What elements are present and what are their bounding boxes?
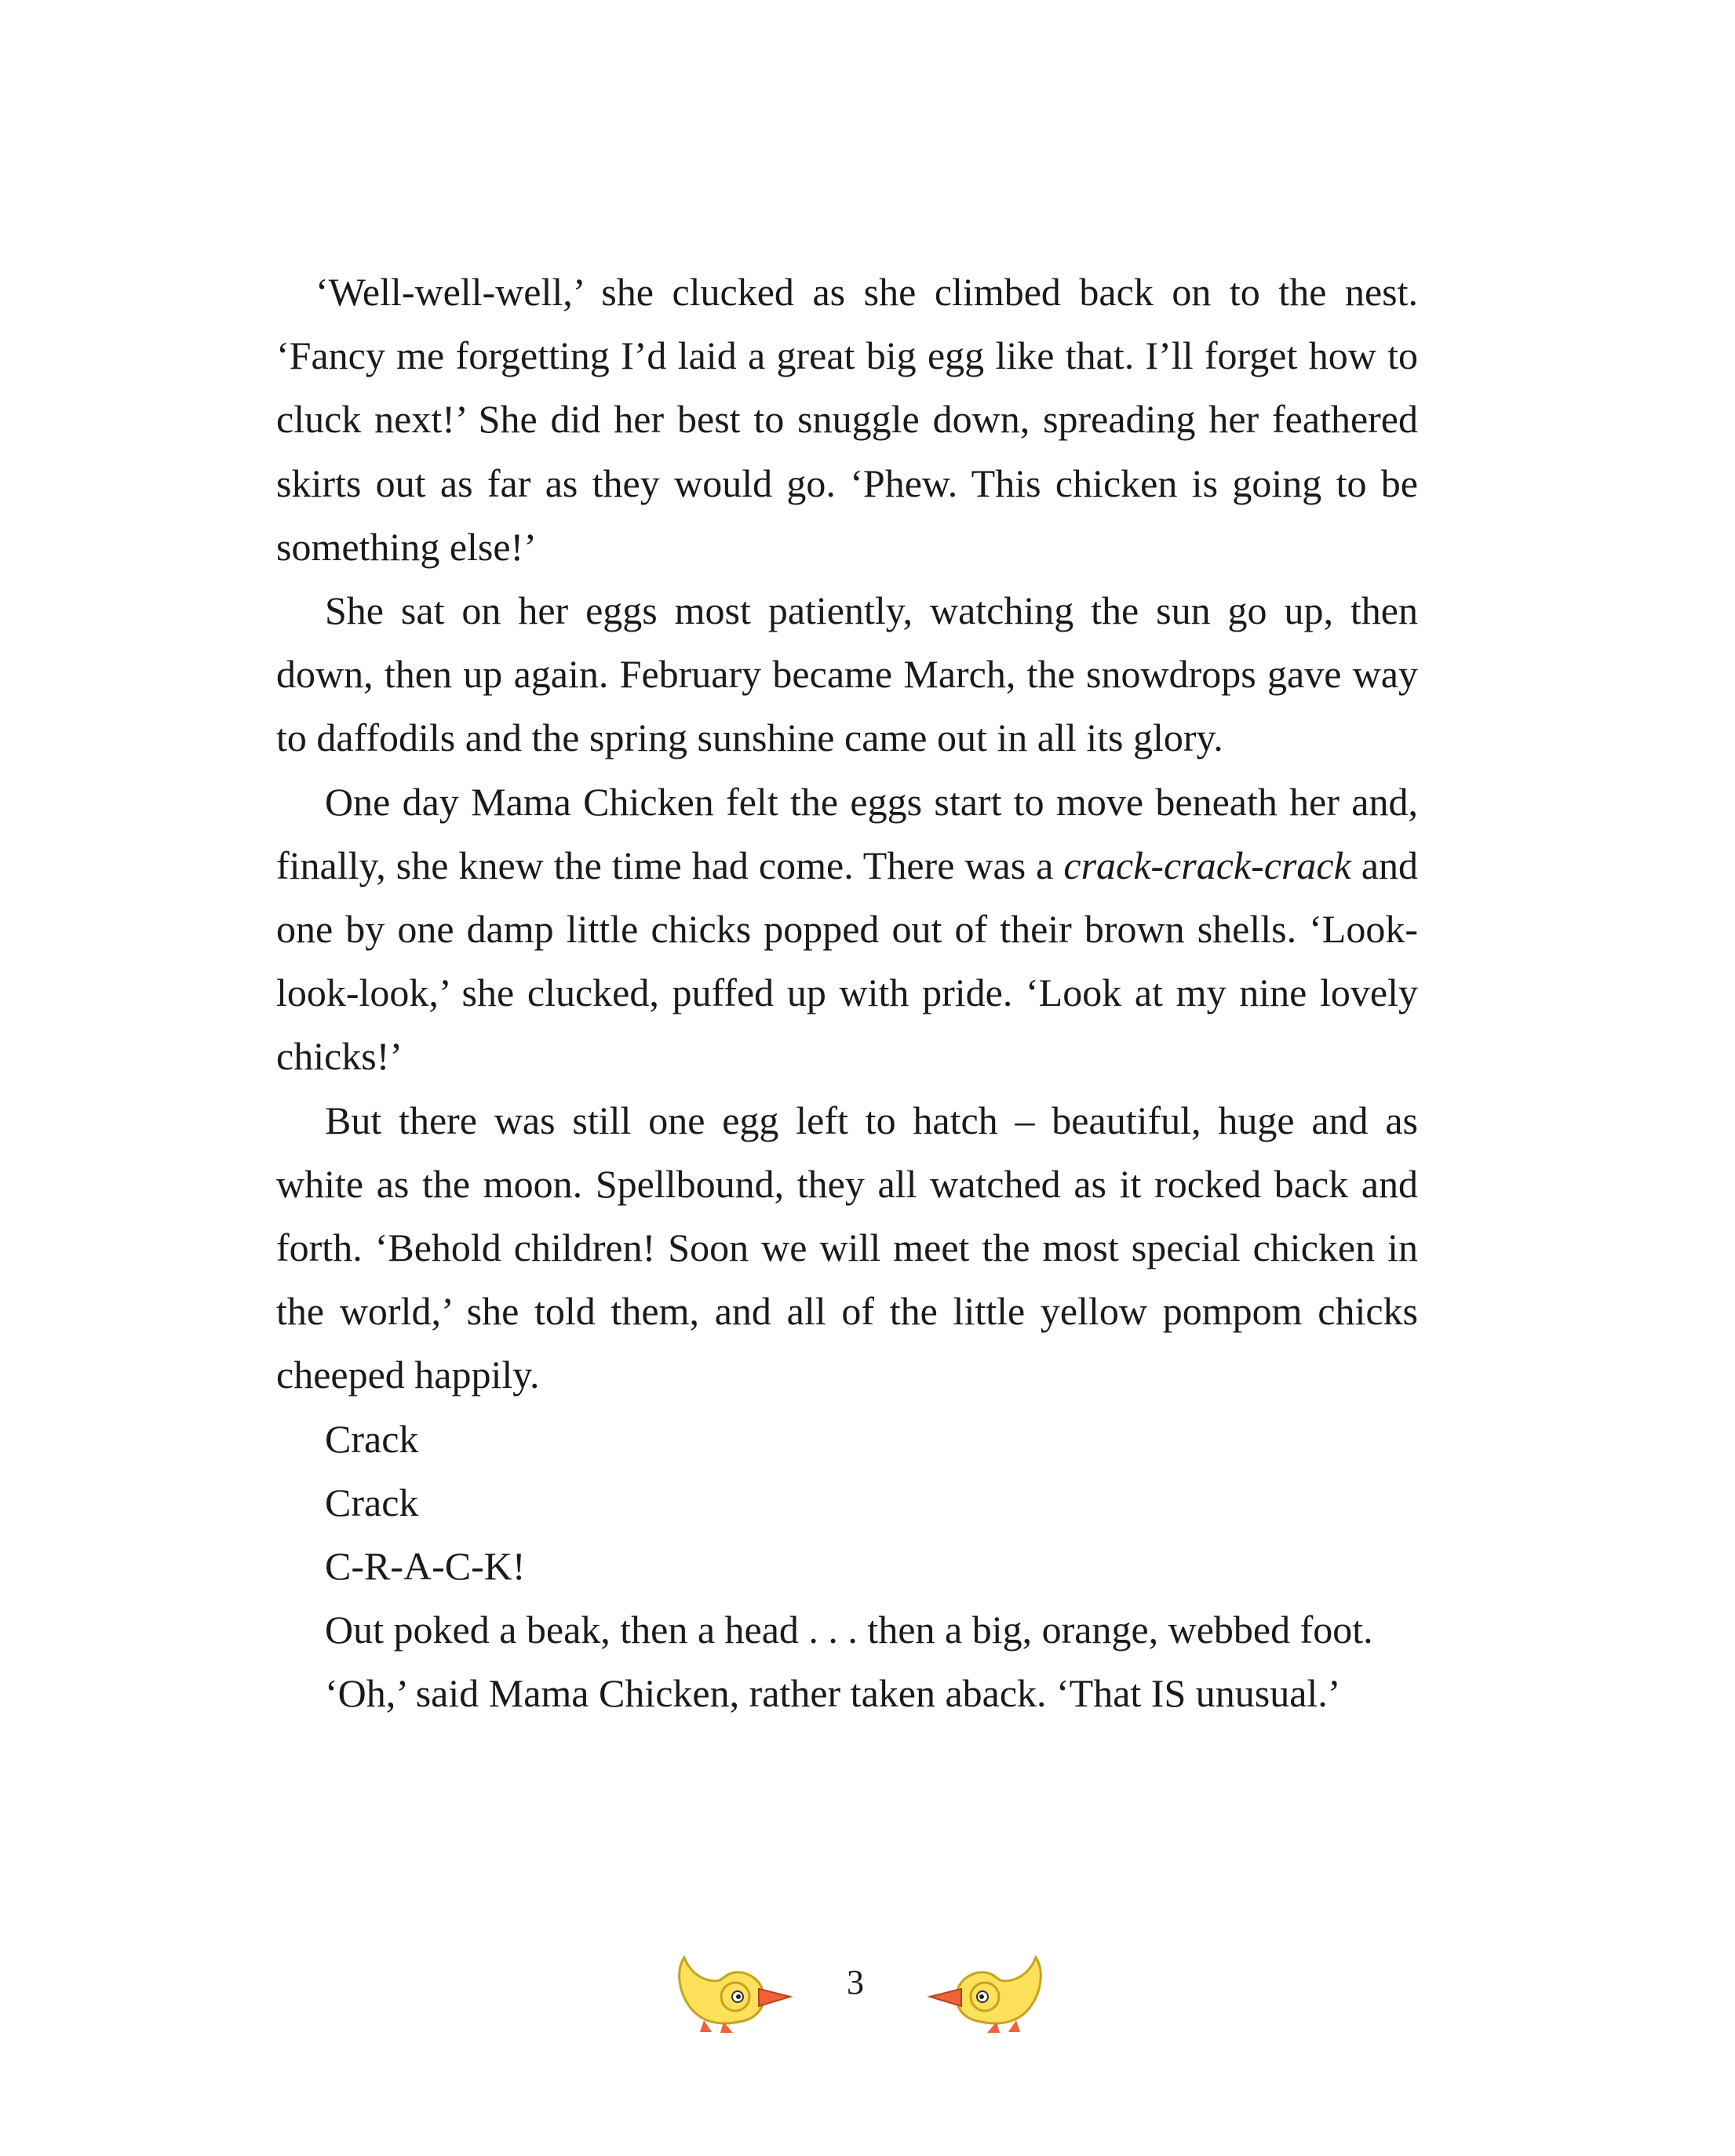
duckling-icon [902, 1934, 1059, 2036]
paragraph-6: Crack [325, 1480, 419, 1524]
duckling-icon [661, 1934, 818, 2036]
story-text [276, 260, 1418, 1726]
paragraph-8: Out poked a beak, then a head . . . then a big, orange, webbed foot. [325, 1608, 1373, 1652]
paragraph-7: C-R-A-C-K! [325, 1544, 526, 1589]
paragraph-9: ‘Oh,’ said Mama Chicken, rather taken aback. ‘That IS unusual.’ [325, 1671, 1341, 1716]
paragraph-3 [276, 770, 1418, 1089]
paragraph-3-italic: crack-crack-crack [1063, 843, 1351, 887]
page-number: 3 [847, 1963, 864, 2001]
paragraph-5: Crack [325, 1416, 419, 1461]
paragraph-1: ‘Well-well-well,’ she clucked as she climbed back on to the nest. ‘Fancy me forgetting I’d laid a great big egg like that. I’ll forget how to cluck next!’ She did her best to snuggle down, spreading her feathered skirts out as far as they would go. ‘Phew. This chicken is going to be something else!’ [276, 270, 1418, 569]
page-footer [0, 1934, 1735, 2036]
paragraph-4: But there was still one egg left to hatch – beautiful, huge and as white as the moon. Spellbound, they all watched as it rocked back and forth. ‘Behold children! Soon we will meet the most special chicken in the world,’ she told them, and all of the little yellow pompom chicks cheeped happily. [276, 1098, 1418, 1397]
paragraph-3-end: and one by one damp little chicks popped out of their brown shells. ‘Look-look-look,’ she clucked, puffed up with pride. ‘Look at my nine lovely chicks!’ [276, 843, 1418, 1079]
paragraph-2: She sat on her eggs most patiently, watching the sun go up, then down, then up again. February became March, the snowdrops gave way to daffodils and the spring sunshine came out in all its glory. [276, 588, 1418, 760]
paragraph-3-start: One day Mama Chicken felt the eggs start to move beneath her and, finally, she knew the time had come. There was a [276, 779, 1418, 887]
